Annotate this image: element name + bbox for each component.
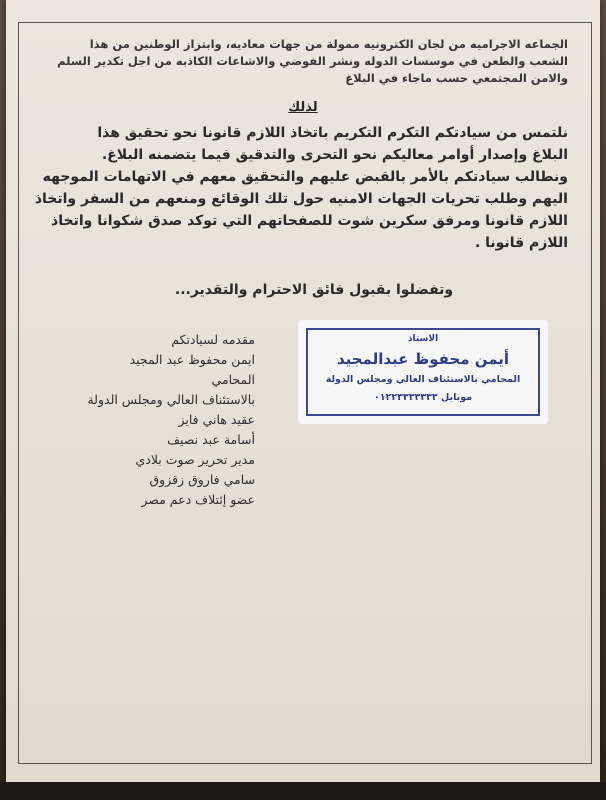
body-line: البلاغ وإصدار أوامر معاليكم نحو التحرى والتدقيق فيما يتضمنه البلاغ. bbox=[101, 147, 568, 163]
opening-paragraph bbox=[57, 36, 568, 87]
opening-line: الجماعه الاجراميه من لجان الكترونيه ممولة من جهات معاديه، وابتزاز الوطنين من هذا bbox=[89, 37, 568, 51]
signature-line: المحامي bbox=[211, 372, 255, 387]
signature-line: مقدمه لسيادتكم bbox=[171, 332, 255, 347]
body-line: ونطالب سيادتكم بالأمر بالقبض عليهم والتحقيق معهم في الاتهامات الموجهه bbox=[42, 169, 568, 185]
signature-line: مدير تحرير صوت بلادي bbox=[135, 452, 255, 467]
body-line: اللازم قانونا . bbox=[474, 235, 568, 251]
signature-line: ايمن محفوظ عبد المجيد bbox=[129, 352, 255, 367]
stamp-name: أيمن محفوظ عبدالمجيد bbox=[336, 350, 510, 368]
stamp-phone: موبايل ٠١٢٢٣٣٣٣٣٣٣ bbox=[373, 392, 473, 403]
stamp-frame bbox=[306, 328, 540, 416]
signature-line: عقيد هاني فايز bbox=[178, 412, 255, 427]
signature-line: عضو إئتلاف دعم مصر bbox=[141, 492, 255, 507]
stamp-profession: المحامي بالاستئناف العالي ومجلس الدولة bbox=[325, 374, 521, 385]
signature-block bbox=[35, 330, 255, 510]
signature-line: سامي فاروق زقزوق bbox=[149, 472, 255, 487]
signature-line: بالاستئناف العالي ومجلس الدولة bbox=[87, 392, 255, 407]
stamp-title: الاستاذ bbox=[407, 334, 439, 344]
closing-line: وتفضلوا بقبول فائق الاحترام والتقدير... bbox=[174, 282, 454, 298]
lawyer-stamp bbox=[298, 320, 548, 424]
signature-line: أسامة عبد نصيف bbox=[167, 432, 255, 447]
photo-bottom-edge bbox=[0, 782, 606, 800]
section-heading: لذلك bbox=[288, 100, 318, 115]
body-line: اليهم وطلب تحريات الجهات الامنيه حول تلك الوقائع ومنعهم من السفر واتخاذ bbox=[34, 191, 568, 207]
body-line: نلتمس من سيادتكم التكرم التكريم باتخاذ اللازم قانونا نحو تحقيق هذا bbox=[97, 125, 568, 141]
request-paragraph bbox=[28, 122, 568, 254]
opening-line: والامن المجتمعي حسب ماجاء في البلاغ bbox=[345, 71, 568, 85]
document-page bbox=[6, 0, 600, 782]
body-line: اللازم قانونا ومرفق سكرين شوت للصفحاتهم التي توكد صدق شكوانا واتخاذ bbox=[51, 213, 568, 229]
opening-line: الشعب والطعن في موسسات الدوله ونشر الفوضي والاشاعات الكاذبه من اجل تكدير السلم bbox=[57, 54, 568, 68]
